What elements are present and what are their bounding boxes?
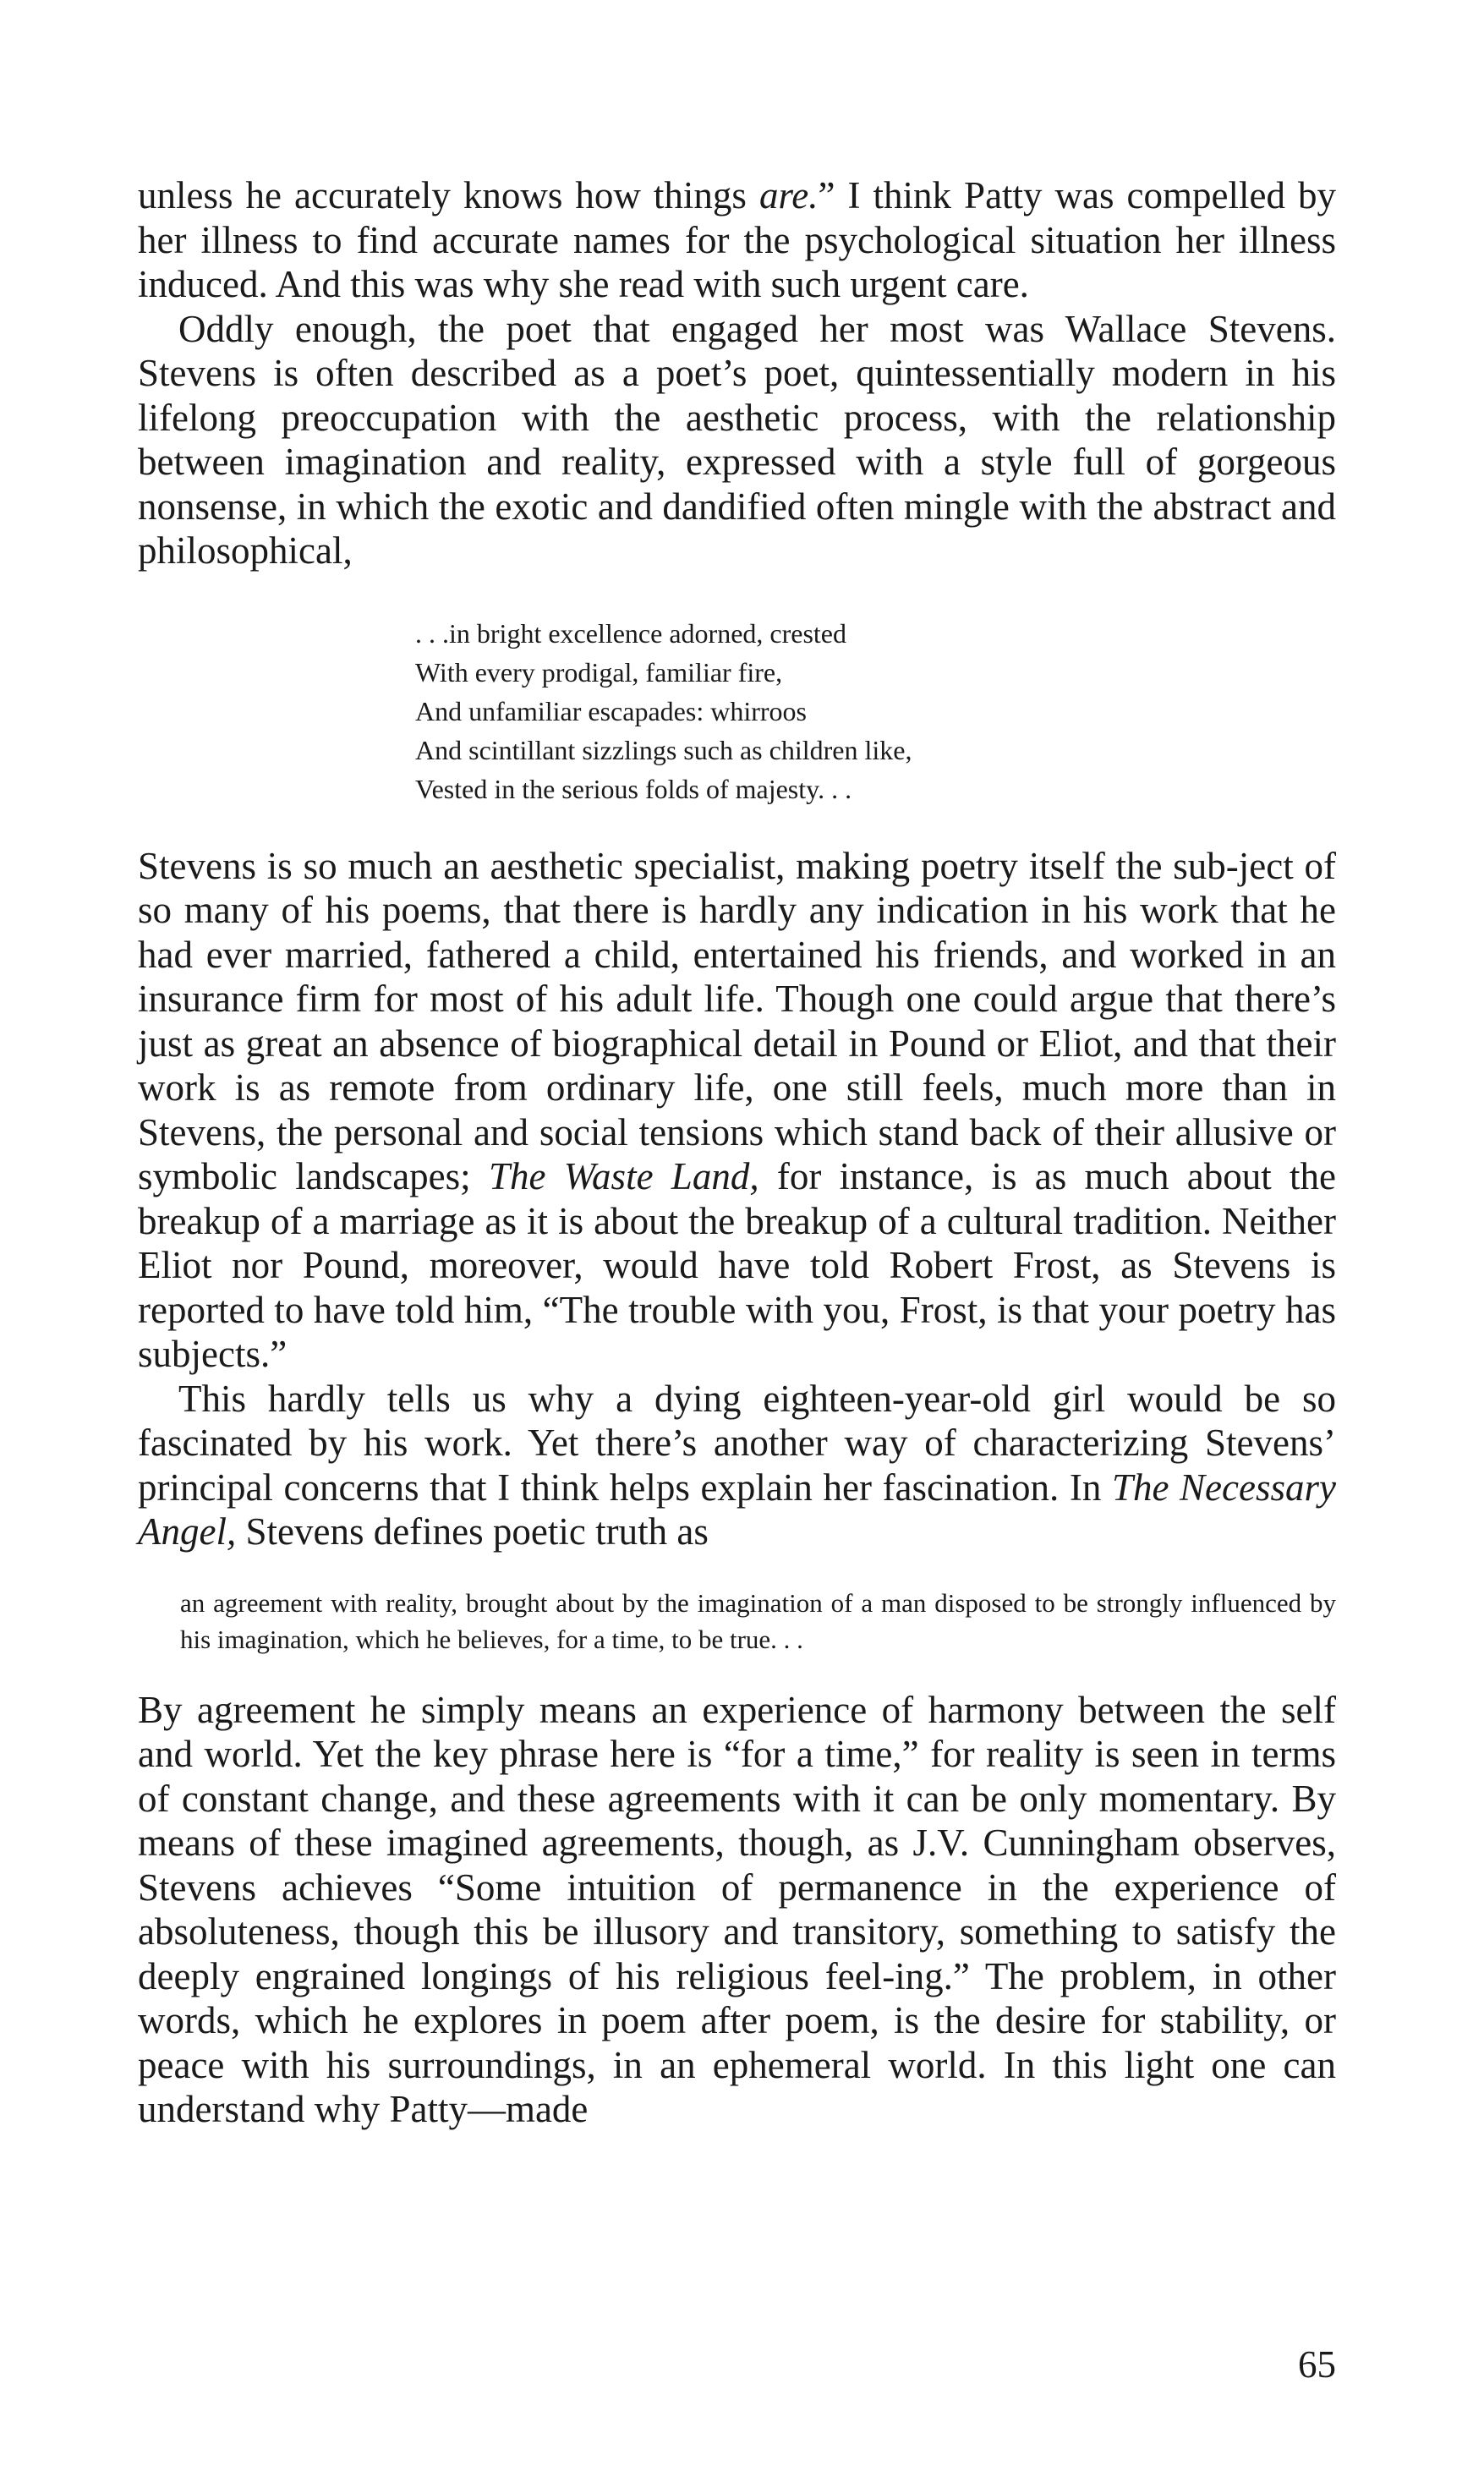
paragraph-3-text-c: for instance, is as much about the breakup of a marriage as it is about the breakup of a cultural tradition. Neither Eliot nor Pound, moreover, would have told Robert Frost, as Stevens is reported to have told him, “The trouble with you, Frost, is that your poetry has subjects.” [138,1155,1336,1375]
paragraph-3 [138,844,1336,1377]
paragraph-2: Oddly enough, the poet that engaged her most was Wallace Stevens. Stevens is often described as a poet’s poet, quintessentially modern in his lifelong preoccupation with the aesthetic process, with the relationship between imagination and reality, expressed with a style full of gorgeous nonsense, in which the exotic and dandified often mingle with the abstract and philosophical, [138,307,1336,572]
prose-bottom [138,1688,1336,2132]
paragraph-1-italic: are. [758,174,819,216]
paragraph-1 [138,173,1336,307]
paragraph-5: By agreement he simply means an experience of harmony between the self and world. Yet the key phrase here is “for a time,” for reality is seen in terms of constant change, and these agreements with it can be only momentary. By means of these imagined agreements, though, as J.V. Cunningham observes, Stevens achieves “Some intuition of permanence in the experience of absoluteness, though this be illusory and transitory, something to satisfy the deeply engrained longings of his religious feel-ing.” The problem, in other words, which he explores in poem after poem, is the desire for stability, or peace with his surroundings, in an ephemeral world. In this light one can understand why Patty—made [138,1688,1336,2130]
paragraph-1-text-c: ” I think Patty was compelled by her illness to find accurate names for the psychological situation her illness induced. And this was why she read with such urgent care. [138,174,1336,305]
page-body [138,173,1336,2132]
prose-top [138,173,1336,573]
page-number: 65 [1298,2343,1336,2386]
paragraph-4-text-c: Stevens defines poetic truth as [236,1510,709,1553]
verse-line: With every prodigal, familiar fire, [415,656,783,688]
verse-line: And unfamiliar escapades: whirroos [415,695,807,726]
verse-quotation [415,614,1336,808]
paragraph-4 [138,1377,1336,1554]
paragraph-3-text-a: Stevens is so much an aesthetic specialist, making poetry itself the sub-ject of so many of his poems, that there is hardly any indication in his work that he had ever married, fathered a child, entertained his friends, and worked in an insurance firm for most of his adult life. Though one could argue that there’s just as great an absence of biographical detail in Pound or Eliot, and that their work is as remote from ordinary life, one still feels, much more than in Stevens, the personal and social tensions which stand back of their allusive or symbolic landscapes; [138,844,1336,1197]
block-quotation: an agreement with reality, brought about by the imagination of a man disposed to be strongly influenced by his imagination, which he believes, for a time, to be true. . . [180,1587,1336,1654]
paragraph-1-text-a: unless he accurately knows how things [138,174,759,216]
verse-line: . . .in bright excellence adorned, crested [415,617,846,649]
paragraph-4-italic-title: The Necessary Angel, [138,1466,1336,1553]
verse-line: Vested in the serious folds of majesty. . . [415,773,852,804]
prose-middle [138,844,1336,1554]
verse-line: And scintillant sizzlings such as children like, [415,734,912,765]
paragraph-4-text-a: This hardly tells us why a dying eighteen-year-old girl would be so fascinated by his work. Yet there’s another way of characterizing Stevens’ principal concerns that I think helps explain her fascination. In [138,1377,1336,1509]
paragraph-3-italic-title: The Waste Land, [488,1155,759,1197]
